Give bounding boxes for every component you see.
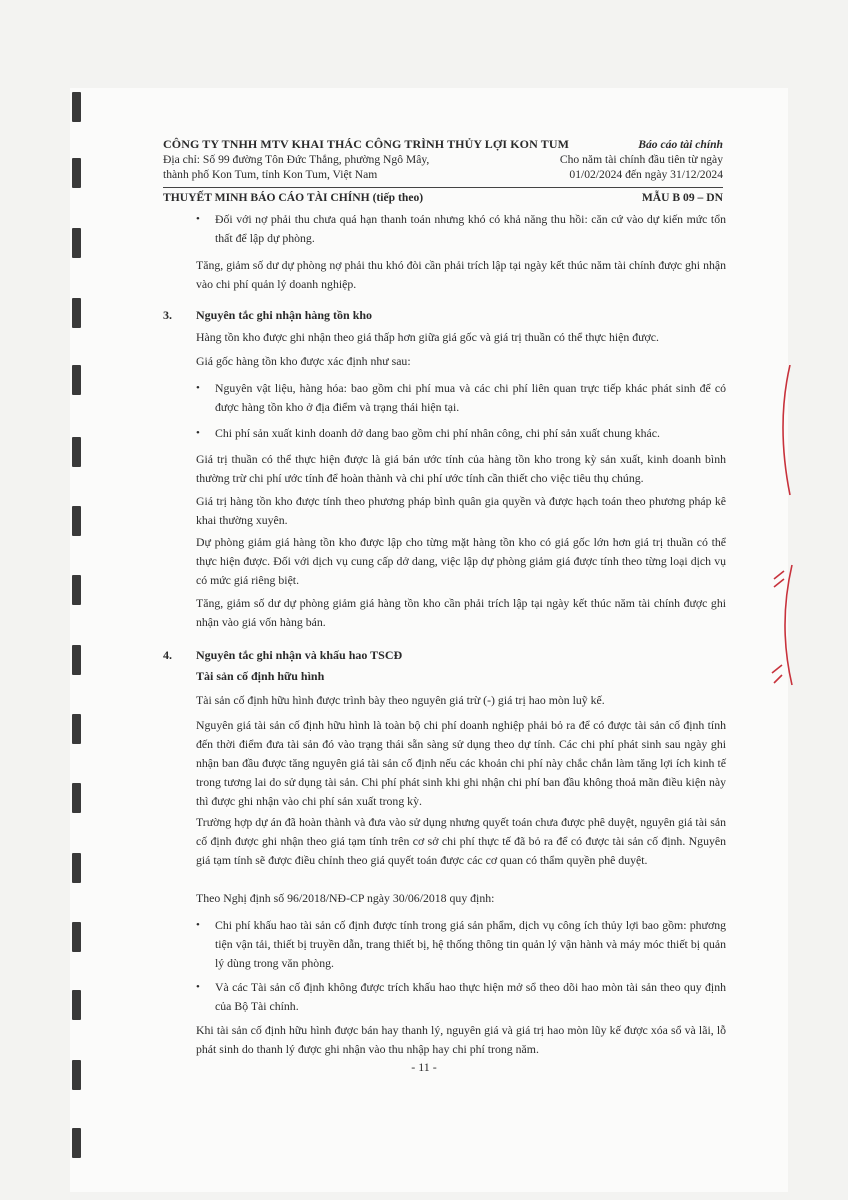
red-seal-stamp [770, 365, 800, 695]
report-title: Báo cáo tài chính [638, 138, 723, 151]
section-number: 4. [163, 648, 172, 662]
bullet-item [196, 424, 726, 443]
bullet-item [196, 978, 726, 1016]
form-code: MẪU B 09 – DN [641, 191, 723, 204]
binding-hole-mark [72, 365, 81, 395]
company-name: CÔNG TY TNHH MTV KHAI THÁC CÔNG TRÌNH THỦY LỢI KON TUM [163, 137, 570, 151]
paragraph: Hàng tồn kho được ghi nhận theo giá thấp hơn giữa giá gốc và giá trị thuần có thể thực hiện được. [196, 330, 659, 344]
binding-hole-mark [72, 92, 81, 122]
section-title: Nguyên tắc ghi nhận hàng tồn kho [196, 308, 373, 322]
notes-header [163, 191, 723, 204]
bullet-dot: • [196, 213, 200, 225]
binding-hole-mark [72, 575, 81, 605]
bullet-dot: • [196, 382, 200, 394]
company-address-line1: Địa chỉ: Số 99 đường Tôn Đức Thắng, phường Ngô Mây, [163, 153, 430, 166]
binding-hole-mark [72, 437, 81, 467]
binding-hole-mark [72, 158, 81, 188]
paragraph: Tăng, giảm số dư dự phòng nợ phải thu khó đòi cần phải trích lập tại ngày kết thúc năm tài chính được ghi nhận vào chi phí quản lý doanh nghiệp. [196, 258, 726, 291]
paragraph: Trường hợp dự án đã hoàn thành và đưa vào sử dụng nhưng quyết toán chưa được phê duyệt, nguyên giá tài sản cố định được ghi nhận theo giá tạm tính trên cơ sở chi phí thực tế đã bỏ ra để có được tài sản cố định. Nguyên giá tạm tính sẽ được điều chỉnh theo giá quyết toán được các cơ quan có thẩm quyền phê duyệt. [196, 815, 726, 867]
binding-hole-mark [72, 506, 81, 536]
binding-hole-mark [72, 228, 81, 258]
binding-hole-mark [72, 783, 81, 813]
page-number: - 11 - [411, 1060, 437, 1074]
binding-hole-mark [72, 1128, 81, 1158]
paragraph: Giá trị thuần có thể thực hiện được là giá bán ước tính của hàng tồn kho trong kỳ sản xuất, kinh doanh bình thường trừ chi phí ước tính để hoàn thành và chi phí ước tính cần thiết cho việc tiêu thụ chúng. [196, 452, 726, 485]
bullet-text: Đối với nợ phải thu chưa quá hạn thanh toán nhưng khó có khả năng thu hồi: căn cứ vào dự kiến mức tổn thất để lập dự phòng. [215, 212, 726, 245]
binding-hole-mark [72, 645, 81, 675]
bullet-dot: • [196, 427, 200, 439]
paragraph: Giá gốc hàng tồn kho được xác định như sau: [196, 354, 411, 368]
section-number: 3. [163, 308, 172, 322]
bullet-text: Và các Tài sản cố định không được trích khấu hao thực hiện mở sổ theo dõi hao mòn tài sản theo quy định của Bộ Tài chính. [215, 980, 726, 1013]
report-period-line1: Cho năm tài chính đầu tiên từ ngày [559, 153, 723, 166]
subsection-title: Tài sản cố định hữu hình [196, 669, 325, 683]
binding-hole-mark [72, 990, 81, 1020]
report-info [560, 137, 723, 182]
bullet-dot: • [196, 919, 200, 931]
company-address-line2: thành phố Kon Tum, tỉnh Kon Tum, Việt Nam [163, 168, 378, 181]
document-header [163, 137, 723, 182]
bullet-text: Nguyên vật liệu, hàng hóa: bao gồm chi phí mua và các chi phí liên quan trực tiếp khác phát sinh để có được hàng tồn kho ở địa điểm và trạng thái hiện tại. [215, 381, 726, 414]
header-divider [163, 187, 723, 188]
paragraph: Giá trị hàng tồn kho được tính theo phương pháp bình quân gia quyền và được hạch toán theo phương pháp kê khai thường xuyên. [196, 494, 726, 527]
paragraph: Tài sản cố định hữu hình được trình bày theo nguyên giá trừ (-) giá trị hao mòn luỹ kế. [196, 693, 605, 707]
bullet-text: Chi phí sản xuất kinh doanh dở dang bao gồm chi phí nhân công, chi phí sản xuất chung khác. [215, 426, 660, 440]
section-title: Nguyên tắc ghi nhận và khấu hao TSCĐ [196, 648, 403, 662]
binding-hole-mark [72, 714, 81, 744]
notes-title: THUYẾT MINH BÁO CÁO TÀI CHÍNH (tiếp theo) [163, 191, 424, 204]
paragraph: Tăng, giảm số dư dự phòng giảm giá hàng tồn kho cần phải trích lập tại ngày kết thúc năm tài chính được ghi nhận vào giá vốn hàng bán. [196, 596, 726, 629]
bullet-text: Chi phí khấu hao tài sản cố định được tính trong giá sản phẩm, dịch vụ công ích thủy lợi bao gồm: phương tiện vận tải, thiết bị truyền dẫn, trang thiết bị, hệ thống thông tin quản lý vận hành và máy móc thiết bị quản lý dùng trong văn phòng. [215, 918, 726, 970]
bullet-item [196, 379, 726, 417]
report-period-line2: 01/02/2024 đến ngày 31/12/2024 [569, 168, 723, 181]
paragraph: Nguyên giá tài sản cố định hữu hình là toàn bộ chi phí doanh nghiệp phải bỏ ra để có được tài sản cố định tính đến thời điểm đưa tài sản đó vào trạng thái sẵn sàng sử dụng theo dự tính. Các chi phí phát sinh sau ngày ghi nhận ban đầu được tăng nguyên giá tài sản cố định nếu các khoản chi phí này chắc chắn làm tăng lợi ích kinh tế trong tương lai do sử dụng tài sản. Chi phí phát sinh khi ghi nhận chi phí ban đầu không thoả mãn điều kiện này thì được ghi nhận vào chi phí sản xuất trong kỳ. [196, 718, 726, 808]
binding-holes [72, 0, 82, 1200]
binding-hole-mark [72, 298, 81, 328]
stamp-arc [772, 365, 792, 685]
binding-hole-mark [72, 922, 81, 952]
paragraph: Theo Nghị định số 96/2018/NĐ-CP ngày 30/06/2018 quy định: [196, 891, 495, 905]
binding-hole-mark [72, 853, 81, 883]
paragraph: Dự phòng giảm giá hàng tồn kho được lập cho từng mặt hàng tồn kho có giá gốc lớn hơn giá trị thuần có thể thực hiện được. Đối với dịch vụ cung cấp dở dang, việc lập dự phòng giảm giá được tính theo từng loại dịch vụ có mức giá riêng biệt. [196, 535, 726, 587]
paragraph: Khi tài sản cố định hữu hình được bán hay thanh lý, nguyên giá và giá trị hao mòn lũy kế được xóa sổ và lãi, lỗ phát sinh do thanh lý được ghi nhận vào thu nhập hay chi phí trong năm. [196, 1023, 726, 1056]
bullet-item [196, 916, 726, 973]
bullet-dot: • [196, 981, 200, 993]
bullet-item [196, 210, 726, 248]
